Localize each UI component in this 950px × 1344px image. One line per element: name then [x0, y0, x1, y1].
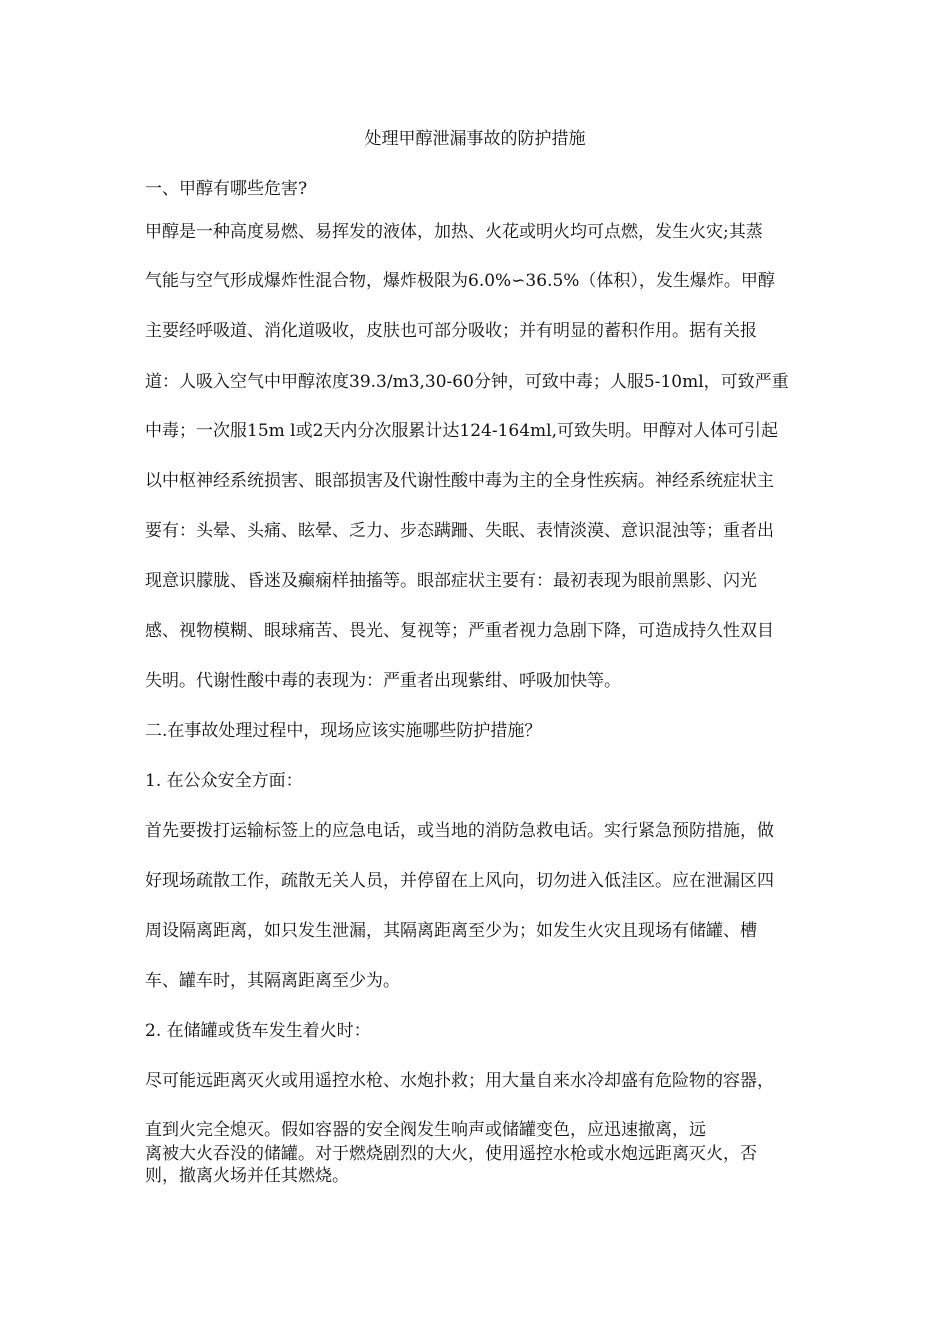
section1-line-7: 要有：头晕、头痛、眩晕、乏力、步态蹒跚、失眠、表情淡漠、意识混浊等；重者出 [145, 521, 774, 541]
document-title: 处理甲醇泄漏事故的防护措施 [364, 129, 586, 149]
sub1-line-1: 首先要拨打运输标签上的应急电话，或当地的消防急救电话。实行紧急预防措施，做 [145, 821, 774, 841]
sub2-line-3: 离被大火吞没的储罐。对于燃烧剧烈的大火，使用遥控水枪或水炮远距离灭火，否 [145, 1144, 757, 1164]
section2-sub2-heading: 2. 在储罐或货车发生着火时： [145, 1021, 371, 1041]
section2-heading: 二.在事故处理过程中，现场应该实施哪些防护措施？ [145, 721, 542, 741]
section1-line-2: 气能与空气形成爆炸性混合物，爆炸极限为6.0%∽36.5%（体积），发生爆炸。甲醇 [145, 271, 775, 291]
sub1-line-4: 车、罐车时，其隔离距离至少为。 [145, 971, 400, 991]
section1-line-1: 甲醇是一种高度易燃、易挥发的液体，加热、火花或明火均可点燃，发生火灾;其蒸 [145, 222, 763, 242]
section1-line-10: 失明。代谢性酸中毒的表现为：严重者出现紫绀、呼吸加快等。 [145, 671, 621, 691]
sub1-line-3: 周设隔离距离，如只发生泄漏，其隔离距离至少为；如发生火灾且现场有储罐、槽 [145, 921, 757, 941]
sub2-line-1: 尽可能远距离灭火或用遥控水枪、水炮扑救；用大量自来水冷却盛有危险物的容器， [145, 1071, 774, 1091]
section1-line-3: 主要经呼吸道、消化道吸收，皮肤也可部分吸收；并有明显的蓄积作用。据有关报 [145, 321, 757, 341]
section2-sub1-heading: 1. 在公众安全方面： [145, 771, 303, 791]
section1-line-8: 现意识朦胧、昏迷及癫痫样抽搐等。眼部症状主要有：最初表现为眼前黑影、闪光 [145, 571, 757, 591]
sub1-line-2: 好现场疏散工作，疏散无关人员，并停留在上风向，切勿进入低洼区。应在泄漏区四 [145, 871, 774, 891]
sub2-line-2: 直到火完全熄灭。假如容器的安全阀发生响声或储罐变色，应迅速撤离，远 [145, 1120, 706, 1140]
section1-line-6: 以中枢神经系统损害、眼部损害及代谢性酸中毒为主的全身性疾病。神经系统症状主 [145, 471, 774, 491]
section1-line-4: 道：人吸入空气中甲醇浓度39.3/m3,30-60分钟，可致中毒；人服5-10ml，可致严重 [145, 372, 789, 392]
section1-line-5: 中毒；一次服15m l或2天内分次服累计达124-164ml,可致失明。甲醇对人体可引起 [145, 421, 779, 441]
sub2-line-4: 则，撤离火场并任其燃烧。 [145, 1166, 349, 1186]
section1-heading: 一、甲醇有哪些危害? [145, 179, 308, 199]
section1-line-9: 感、视物模糊、眼球痛苦、畏光、复视等；严重者视力急剧下降，可造成持久性双目 [145, 621, 774, 641]
